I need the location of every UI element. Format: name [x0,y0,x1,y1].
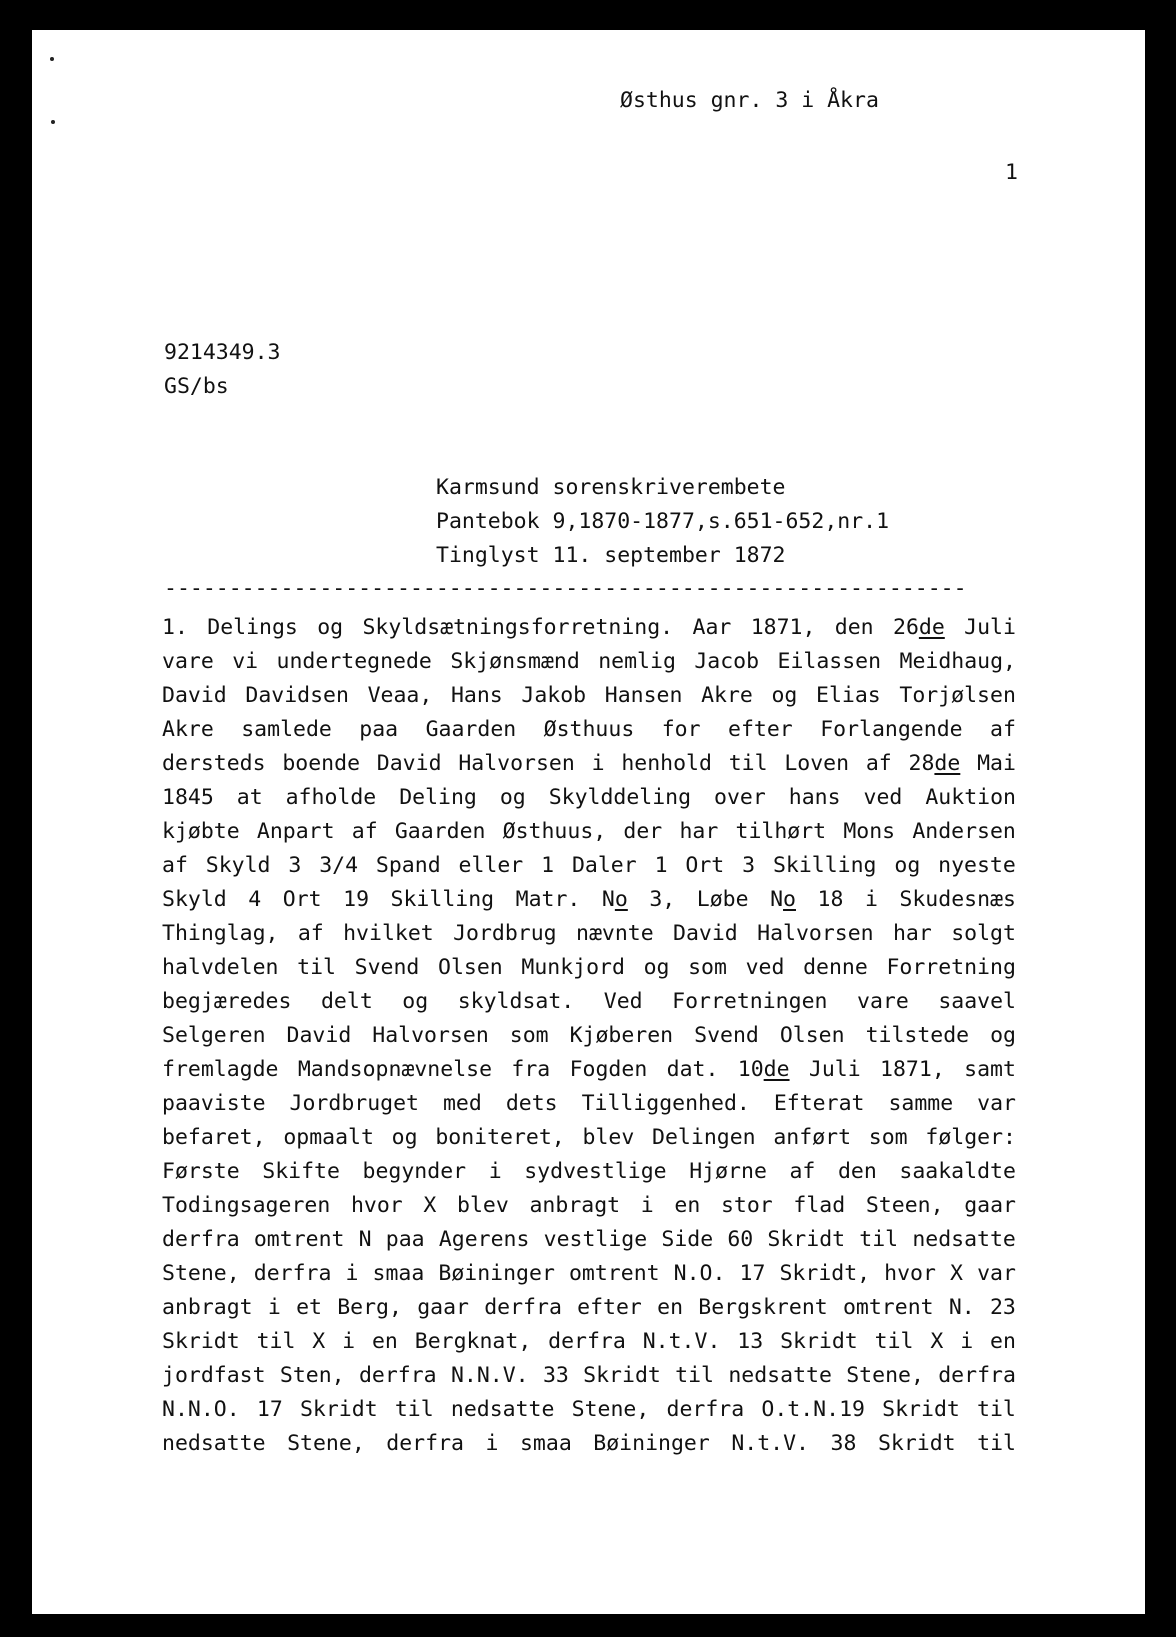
body-line: 1845 at afholde Deling og Skylddeling over hans ved Auktion [162,785,1016,810]
body-line: befaret, opmaalt og boniteret, blev Delingen anført som følger: [162,1125,1016,1150]
body-line: vare vi undertegnede Skjønsmænd nemlig Jacob Eilassen Meidhaug, [162,649,1016,674]
body-text [162,611,1016,1461]
body-line: af Skyld 3 3/4 Spand eller 1 Daler 1 Ort 3 Skilling og nyeste [162,853,1016,878]
body-line: halvdelen til Svend Olsen Munkjord og som ved denne Forretning [162,955,1016,980]
punch-mark [51,120,55,124]
body-line: fremlagde Mandsopnævnelse fra Fogden dat. 10de Juli 1871, samt [162,1057,1016,1082]
body-line: N.N.O. 17 Skridt til nedsatte Stene, derfra O.t.N.19 Skridt til [162,1397,1016,1422]
body-line: Thinglag, af hvilket Jordbrug nævnte David Halvorsen har solgt [162,921,1016,946]
registration-date: Tinglyst 11. september 1872 [436,543,786,568]
page-number: 1 [1005,160,1018,185]
body-line: anbragt i et Berg, gaar derfra efter en Bergskrent omtrent N. 23 [162,1295,1016,1320]
body-line: Todingsageren hvor X blev anbragt i en stor flad Steen, gaar [162,1193,1016,1218]
body-line: begjæredes delt og skyldsat. Ved Forretningen vare saavel [162,989,1016,1014]
punch-mark [50,57,54,61]
divider-line: -------------------------------------------------------------- [164,577,967,601]
body-line: Skyld 4 Ort 19 Skilling Matr. No 3, Løbe No 18 i Skudesnæs [162,887,1016,912]
body-line: Akre samlede paa Gaarden Østhuus for efter Forlangende af [162,717,1016,742]
body-line: nedsatte Stene, derfra i smaa Bøininger N.t.V. 38 Skridt til [162,1431,1016,1456]
body-line: 1. Delings og Skyldsætningsforretning. Aar 1871, den 26de Juli [162,615,1016,640]
document-title: Østhus gnr. 3 i Åkra [620,88,879,113]
body-line: dersteds boende David Halvorsen i henhold til Loven af 28de Mai [162,751,1016,776]
source-office: Karmsund sorenskriverembete [436,475,786,500]
body-line: paaviste Jordbruget med dets Tilliggenhed. Efterat samme var [162,1091,1016,1116]
body-line: Første Skifte begynder i sydvestlige Hjørne af den saakaldte [162,1159,1016,1184]
body-line: David Davidsen Veaa, Hans Jakob Hansen Akre og Elias Torjølsen [162,683,1016,708]
body-line: Skridt til X i en Bergknat, derfra N.t.V. 13 Skridt til X i en [162,1329,1016,1354]
reference-id: 9214349.3 [164,340,281,365]
body-line: kjøbte Anpart af Gaarden Østhuus, der har tilhørt Mons Andersen [162,819,1016,844]
body-line: jordfast Sten, derfra N.N.V. 33 Skridt til nedsatte Stene, derfra [162,1363,1016,1388]
source-book: Pantebok 9,1870-1877,s.651-652,nr.1 [436,509,890,534]
body-line: Selgeren David Halvorsen som Kjøberen Svend Olsen tilstede og [162,1023,1016,1048]
reference-initials: GS/bs [164,374,229,399]
body-line: Stene, derfra i smaa Bøininger omtrent N.O. 17 Skridt, hvor X var [162,1261,1016,1286]
body-line: derfra omtrent N paa Agerens vestlige Side 60 Skridt til nedsatte [162,1227,1016,1252]
